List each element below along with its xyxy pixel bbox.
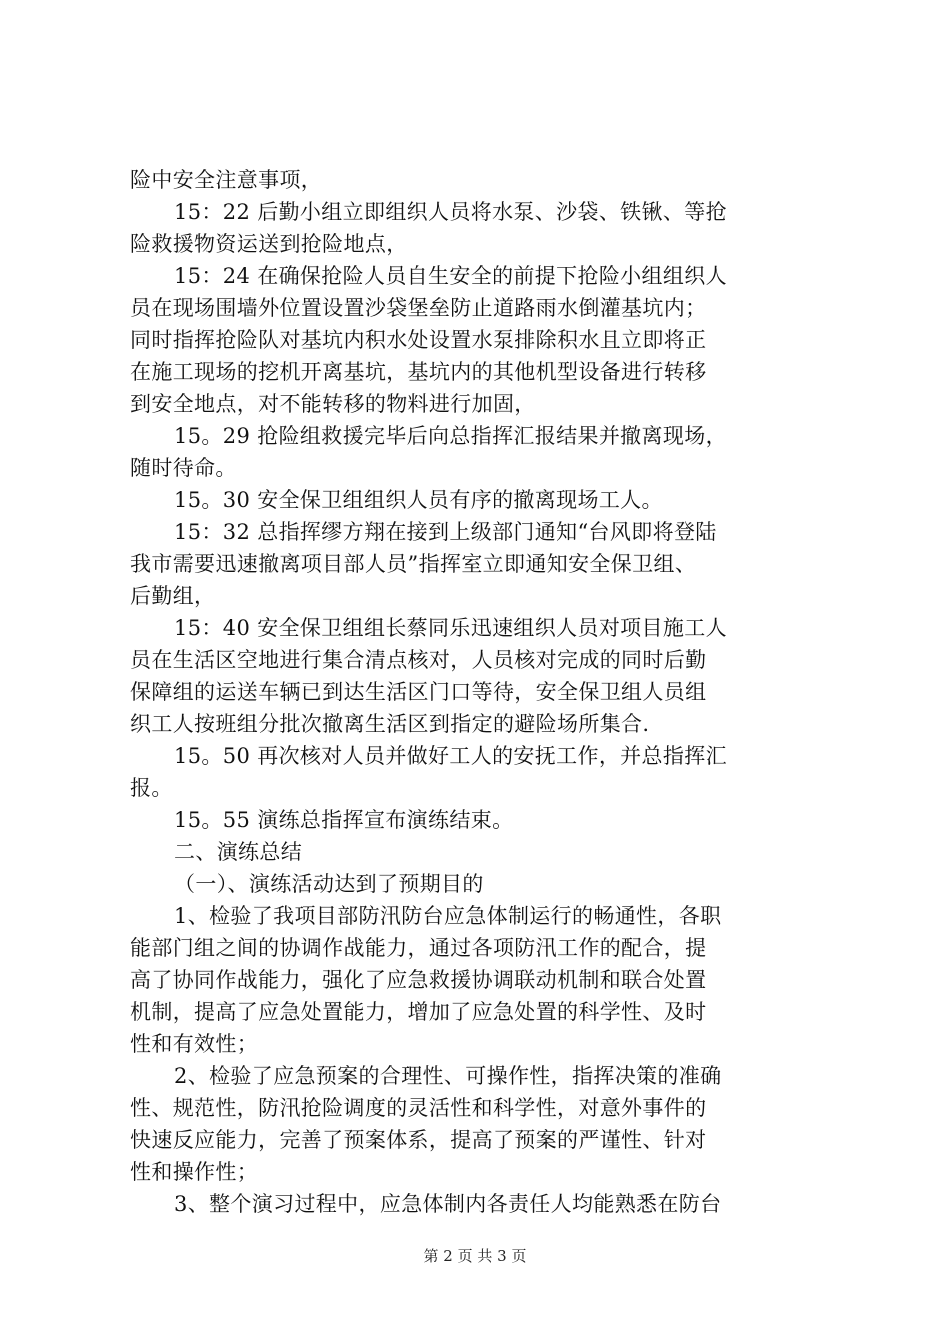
text-line: 15：40 安全保卫组组长蔡同乐迅速组织人员对项目施工人 (174, 616, 727, 640)
text-line: 能部门组之间的协调作战能力，通过各项防汛工作的配合，提 (130, 936, 707, 960)
text-line: 员在生活区空地进行集合清点核对，人员核对完成的同时后勤 (130, 648, 707, 672)
page-footer: 第 2 页 共 3 页 (423, 1247, 527, 1265)
text-line: 快速反应能力，完善了预案体系，提高了预案的严谨性、针对 (130, 1128, 707, 1152)
text-line: 报。 (130, 776, 173, 800)
text-line: 险救援物资运送到抢险地点， (130, 232, 408, 256)
text-line: 织工人按班组分批次撤离生活区到指定的避险场所集合. (130, 712, 650, 736)
text-line: 在施工现场的挖机开离基坑，基坑内的其他机型设备进行转移 (130, 360, 707, 384)
text-line: 15：22 后勤小组立即组织人员将水泵、沙袋、铁锹、等抢 (174, 200, 727, 224)
text-line: 险中安全注意事项， (130, 168, 323, 192)
text-line: 后勤组， (130, 584, 216, 608)
text-line: 15。55 演练总指挥宣布演练结束。 (174, 808, 514, 832)
text-line: 员在现场围墙外位置设置沙袋堡垒防止道路雨水倒灌基坑内； (130, 296, 707, 320)
text-line: 我市需要迅速撤离项目部人员”指挥室立即通知安全保卫组、 (130, 552, 697, 576)
text-line: 到安全地点，对不能转移的物料进行加固， (130, 392, 536, 416)
text-line: 15：24 在确保抢险人员自生安全的前提下抢险小组组织人 (174, 264, 727, 288)
document-body (130, 164, 830, 1220)
text-line: 性和操作性； (130, 1160, 259, 1184)
text-line: 15：32 总指挥缪方翔在接到上级部门通知“台风即将登陆 (174, 520, 717, 544)
text-line: 15。29 抢险组救援完毕后向总指挥汇报结果并撤离现场， (174, 424, 727, 448)
text-line: 2、检验了应急预案的合理性、可操作性，指挥决策的准确 (174, 1064, 722, 1088)
text-line: 随时待命。 (130, 456, 237, 480)
text-line: 15。50 再次核对人员并做好工人的安抚工作，并总指挥汇 (174, 744, 727, 768)
text-line: 高了协同作战能力，强化了应急救援协调联动机制和联合处置 (130, 968, 707, 992)
text-line: 性、规范性，防汛抢险调度的灵活性和科学性，对意外事件的 (130, 1096, 707, 1120)
text-line: 15。30 安全保卫组组织人员有序的撤离现场工人。 (174, 488, 663, 512)
text-line: 机制，提高了应急处置能力，增加了应急处置的科学性、及时 (130, 1000, 707, 1024)
text-line: 3、整个演习过程中，应急体制内各责任人均能熟悉在防台 (174, 1192, 722, 1216)
text-line: 保障组的运送车辆已到达生活区门口等待，安全保卫组人员组 (130, 680, 707, 704)
text-line: 二、演练总结 (174, 840, 303, 864)
text-line: 1、检验了我项目部防汛防台应急体制运行的畅通性，各职 (174, 904, 722, 928)
text-line: 同时指挥抢险队对基坑内积水处设置水泵排除积水且立即将正 (130, 328, 707, 352)
text-line: （一）、演练活动达到了预期目的 (174, 872, 484, 896)
text-line: 性和有效性； (130, 1032, 259, 1056)
